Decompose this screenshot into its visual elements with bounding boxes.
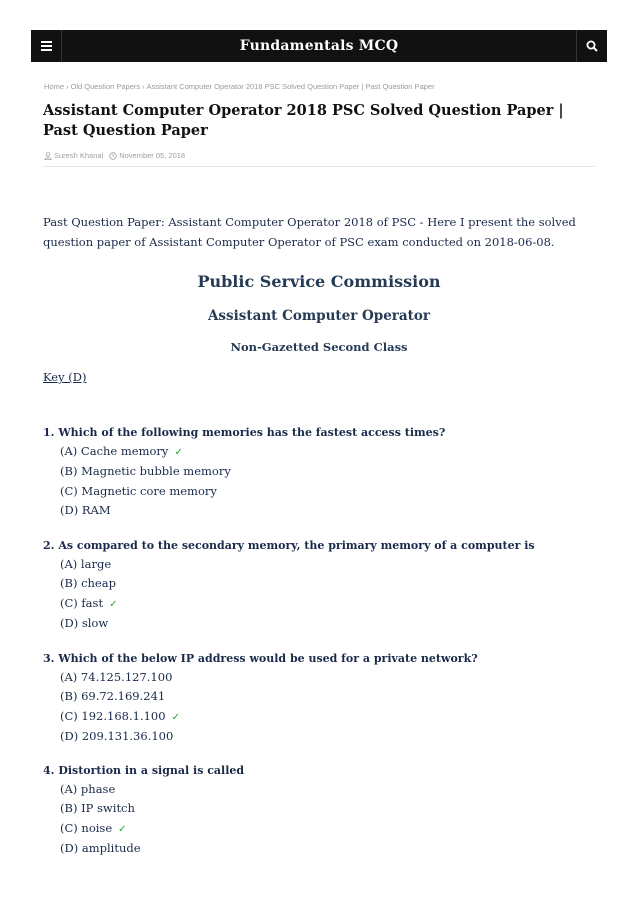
answer-key-link[interactable]: Key (D) [43, 370, 87, 384]
check-icon: ✓ [174, 447, 183, 458]
author-meta [44, 151, 103, 160]
question-1 [43, 423, 603, 520]
post-date: November 05, 2018 [119, 151, 186, 160]
option-a: (A) large [60, 557, 112, 571]
question-text: 1. Which of the following memories has the fastest access times? [43, 426, 446, 439]
question-text: 3. Which of the below IP address would be used for a private network? [43, 652, 478, 665]
post-meta [44, 151, 185, 160]
hamburger-icon [41, 41, 52, 51]
option-b: (B) 69.72.169.241 [60, 689, 166, 704]
commission-heading: Public Service Commission [197, 272, 441, 291]
option-b: (B) Magnetic bubble memory [60, 464, 231, 479]
option-b: (B) IP switch [60, 801, 135, 816]
breadcrumb-home[interactable]: Home [44, 82, 65, 91]
search-button[interactable] [576, 30, 607, 62]
breadcrumb-category[interactable]: Old Question Papers [70, 82, 141, 91]
question-text: 4. Distortion in a signal is called [43, 764, 245, 777]
intro-paragraph: Past Question Paper: Assistant Computer Operator 2018 of PSC - Here I present the solved question paper of Assistant Computer Operator of PSC exam conducted on 2018-06-08. [43, 215, 576, 249]
class-heading: Non-Gazetted Second Class [230, 340, 408, 354]
question-4 [43, 761, 603, 858]
option-c: (C) fast ✓ [60, 595, 118, 610]
date-meta [109, 151, 185, 160]
author-name[interactable]: Suresh Khanal [54, 151, 104, 160]
site-title[interactable]: Fundamentals MCQ [239, 38, 399, 54]
option-d: (D) slow [60, 615, 109, 630]
user-icon [44, 152, 52, 160]
check-icon: ✓ [171, 711, 180, 723]
option-c: (C) noise ✓ [60, 820, 127, 835]
check-icon: ✓ [109, 598, 118, 610]
search-icon [586, 40, 598, 52]
menu-button[interactable] [31, 30, 62, 62]
option-a: (A) phase [60, 782, 116, 796]
option-a: (A) Cache memory ✓ [60, 444, 183, 458]
breadcrumb-separator: › [142, 82, 145, 91]
clock-icon [109, 152, 117, 160]
question-3 [43, 649, 603, 746]
option-c: (C) Magnetic core memory [60, 483, 217, 498]
option-d: (D) 209.131.36.100 [60, 728, 174, 743]
option-d: (D) amplitude [60, 840, 141, 855]
option-c: (C) 192.168.1.100 ✓ [60, 708, 180, 723]
breadcrumb-separator: › [66, 82, 69, 91]
post-heading: Assistant Computer Operator [207, 308, 431, 324]
page-title: Assistant Computer Operator 2018 PSC Solved Question Paper | Past Question Paper [43, 102, 564, 139]
question-text: 2. As compared to the secondary memory, the primary memory of a computer is [43, 539, 535, 552]
top-navbar [31, 30, 607, 62]
option-b: (B) cheap [60, 576, 116, 591]
check-icon: ✓ [118, 823, 127, 835]
option-a: (A) 74.125.127.100 [60, 670, 173, 684]
breadcrumb [44, 82, 435, 91]
question-2 [43, 536, 603, 633]
breadcrumb-current: Assistant Computer Operator 2018 PSC Solved Question Paper | Past Question Paper [146, 82, 435, 91]
meta-divider [43, 166, 595, 167]
option-d: (D) RAM [60, 502, 111, 517]
